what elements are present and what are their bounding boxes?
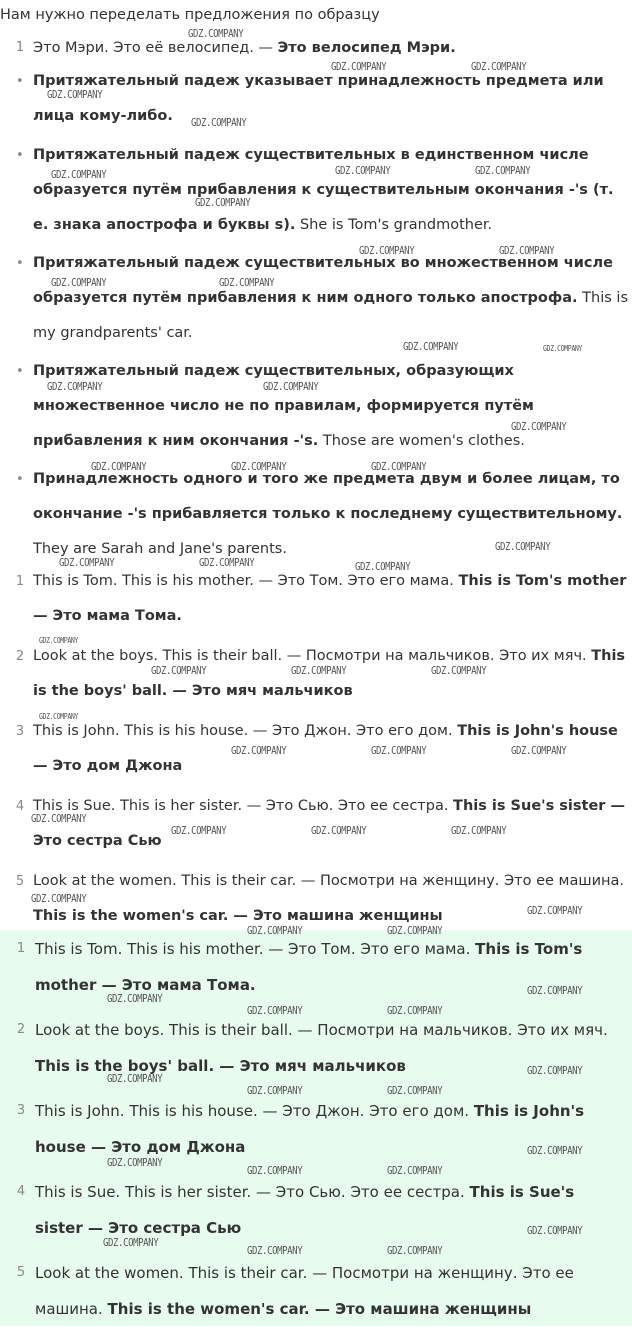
watermark: GDZ.COMPANY — [39, 712, 78, 721]
watermark: GDZ.COMPANY — [191, 116, 247, 129]
watermark: GDZ.COMPANY — [371, 744, 427, 757]
exercise-number: 3 — [15, 724, 25, 739]
watermark: GDZ.COMPANY — [247, 1244, 303, 1257]
page-header: Нам нужно переделать предложения по образцу — [0, 7, 380, 23]
answer-item — [16, 1255, 612, 1327]
example-number: 1 — [15, 40, 25, 55]
rule-item — [16, 246, 628, 351]
watermark: GDZ.COMPANY — [47, 380, 103, 393]
rule-bold: Притяжательный падеж существительных во множественном числе образуется путём прибавления к ним одного только апострофа. — [33, 255, 613, 306]
watermark: GDZ.COMPANY — [231, 460, 287, 473]
watermark: GDZ.COMPANY — [107, 992, 163, 1005]
watermark: GDZ.COMPANY — [151, 664, 207, 677]
watermark: GDZ.COMPANY — [475, 164, 531, 177]
exercise-item — [15, 564, 628, 634]
exercise-text: This is John. This is his house. — Это Джон. Это его дом. — [33, 723, 458, 739]
rule-bold: Притяжательный падеж указывает принадлежность предмета или лица кому-либо. — [33, 73, 604, 124]
watermark: GDZ.COMPANY — [527, 1224, 583, 1237]
rule-bold: Притяжательный падеж существительных в единственном числе образуется путём прибавления к существительным окончания -'s (т. е. знака апострофа и буквы s). — [33, 147, 614, 233]
watermark: GDZ.COMPANY — [195, 196, 251, 209]
answer-number: 1 — [16, 941, 26, 956]
answer-text: This is Sue. This is her sister. — Это Сью. Это ее сестра. — [35, 1183, 470, 1201]
answer-bold: This is the women's car. — Это машина женщины — [107, 1300, 532, 1318]
watermark: GDZ.COMPANY — [311, 824, 367, 837]
watermark: GDZ.COMPANY — [188, 27, 244, 40]
watermark: GDZ.COMPANY — [499, 244, 555, 257]
watermark: GDZ.COMPANY — [359, 244, 415, 257]
bullet-icon: • — [16, 364, 24, 379]
answer-bold: This is Tom's mother — Это мама Тома. — [35, 940, 583, 994]
watermark: GDZ.COMPANY — [527, 1064, 583, 1077]
exercise-item — [15, 864, 628, 934]
watermark: GDZ.COMPANY — [39, 636, 78, 645]
watermark: GDZ.COMPANY — [387, 924, 443, 937]
exercise-bold: This is the boys' ball. — Это мяч мальчиков — [33, 648, 626, 699]
example-text: Это Мэри. Это её велосипед. — — [33, 40, 278, 56]
rule-text: This is my grandparents' car. — [33, 290, 628, 341]
answer-number: 2 — [16, 1022, 26, 1037]
watermark: GDZ.COMPANY — [527, 984, 583, 997]
watermark: GDZ.COMPANY — [527, 1144, 583, 1157]
bullet-icon: • — [16, 472, 24, 487]
rule-text: Those are women's clothes. — [318, 433, 525, 449]
watermark: GDZ.COMPANY — [387, 1244, 443, 1257]
exercise-text: This is Tom. This is his mother. — Это Том. Это его мама. — [33, 573, 459, 589]
watermark: GDZ.COMPANY — [107, 1072, 163, 1085]
rule-item — [16, 64, 628, 134]
exercise-number: 4 — [15, 799, 25, 814]
example-bold: Это велосипед Мэри. — [277, 40, 456, 56]
watermark: GDZ.COMPANY — [511, 744, 567, 757]
answer-text: Look at the boys. This is their ball. — Посмотри на мальчиков. Это их мяч. — [35, 1021, 608, 1039]
answer-text: This is John. This is his house. — Это Джон. Это его дом. — [35, 1102, 474, 1120]
watermark: GDZ.COMPANY — [387, 1164, 443, 1177]
exercise-number: 2 — [15, 649, 25, 664]
watermark: GDZ.COMPANY — [527, 904, 583, 917]
watermark: GDZ.COMPANY — [387, 1004, 443, 1017]
exercise-bold: This is the women's car. — Это машина женщины — [33, 908, 443, 924]
watermark: GDZ.COMPANY — [511, 420, 567, 433]
answer-bold: This is Sue's sister — Это сестра Сью — [35, 1183, 575, 1237]
rule-bold: Принадлежность одного и того же предмета двум и более лицам, то окончание -'s прибавляется только к последнему существительному. — [33, 471, 623, 522]
exercise-bold: This is Tom's mother — Это мама Тома. — [33, 573, 627, 624]
answer-number: 3 — [16, 1103, 26, 1118]
watermark: GDZ.COMPANY — [103, 1236, 159, 1249]
watermark: GDZ.COMPANY — [91, 460, 147, 473]
answer-number: 5 — [16, 1265, 26, 1280]
watermark: GDZ.COMPANY — [107, 1156, 163, 1169]
watermark: GDZ.COMPANY — [387, 1084, 443, 1097]
watermark: GDZ.COMPANY — [543, 344, 582, 353]
watermark: GDZ.COMPANY — [331, 60, 387, 73]
watermark: GDZ.COMPANY — [51, 168, 107, 181]
answer-bold: This is John's house — Это дом Джона — [35, 1102, 585, 1156]
rule-item — [16, 354, 628, 459]
watermark: GDZ.COMPANY — [355, 560, 411, 573]
watermark: GDZ.COMPANY — [247, 1164, 303, 1177]
exercise-number: 1 — [15, 574, 25, 589]
bullet-icon: • — [16, 148, 24, 163]
watermark: GDZ.COMPANY — [59, 556, 115, 569]
answer-bold: This is the boys' ball. — Это мяч мальчиков — [35, 1057, 406, 1075]
exercise-text: Look at the women. This is their car. — Посмотри на женщину. Это ее машина. — [33, 873, 625, 889]
exercise-bold: This is John's house — Это дом Джона — [33, 723, 618, 774]
watermark: GDZ.COMPANY — [31, 892, 87, 905]
bullet-icon: • — [16, 256, 24, 271]
watermark: GDZ.COMPANY — [231, 744, 287, 757]
exercise-text: This is Sue. This is her sister. — Это Сью. Это ее сестра. — [33, 798, 454, 814]
answer-item — [16, 1093, 612, 1165]
watermark: GDZ.COMPANY — [247, 1004, 303, 1017]
watermark: GDZ.COMPANY — [47, 88, 103, 101]
watermark: GDZ.COMPANY — [431, 664, 487, 677]
watermark: GDZ.COMPANY — [247, 924, 303, 937]
rule-text: She is Tom's grandmother. — [295, 217, 493, 233]
watermark: GDZ.COMPANY — [471, 60, 527, 73]
watermark: GDZ.COMPANY — [171, 824, 227, 837]
answer-number: 4 — [16, 1184, 26, 1199]
rule-item — [16, 138, 628, 243]
bullet-icon: • — [16, 74, 24, 89]
watermark: GDZ.COMPANY — [371, 460, 427, 473]
exercise-text: Look at the boys. This is their ball. — Посмотри на мальчиков. Это их мяч. — [33, 648, 592, 664]
watermark: GDZ.COMPANY — [335, 164, 391, 177]
watermark: GDZ.COMPANY — [495, 540, 551, 553]
watermark: GDZ.COMPANY — [451, 824, 507, 837]
answer-text: This is Tom. This is his mother. — Это Том. Это его мама. — [35, 940, 476, 958]
answer-text: Look at the women. This is their car. — Посмотри на женщину. Это ее машина. — [35, 1264, 574, 1318]
watermark: GDZ.COMPANY — [247, 1084, 303, 1097]
watermark: GDZ.COMPANY — [263, 380, 319, 393]
exercise-bold: This is Sue's sister — Это сестра Сью — [33, 798, 625, 849]
watermark: GDZ.COMPANY — [51, 276, 107, 289]
watermark: GDZ.COMPANY — [291, 664, 347, 677]
watermark: GDZ.COMPANY — [199, 556, 255, 569]
rule-text: They are Sarah and Jane's parents. — [33, 541, 287, 557]
rule-bold: Притяжательный падеж существительных, образующих множественное число не по правилам, формируется путём прибавления к ним окончания -'s. — [33, 363, 534, 449]
watermark: GDZ.COMPANY — [219, 276, 275, 289]
exercise-number: 5 — [15, 874, 25, 889]
watermark: GDZ.COMPANY — [403, 340, 459, 353]
watermark: GDZ.COMPANY — [31, 812, 87, 825]
